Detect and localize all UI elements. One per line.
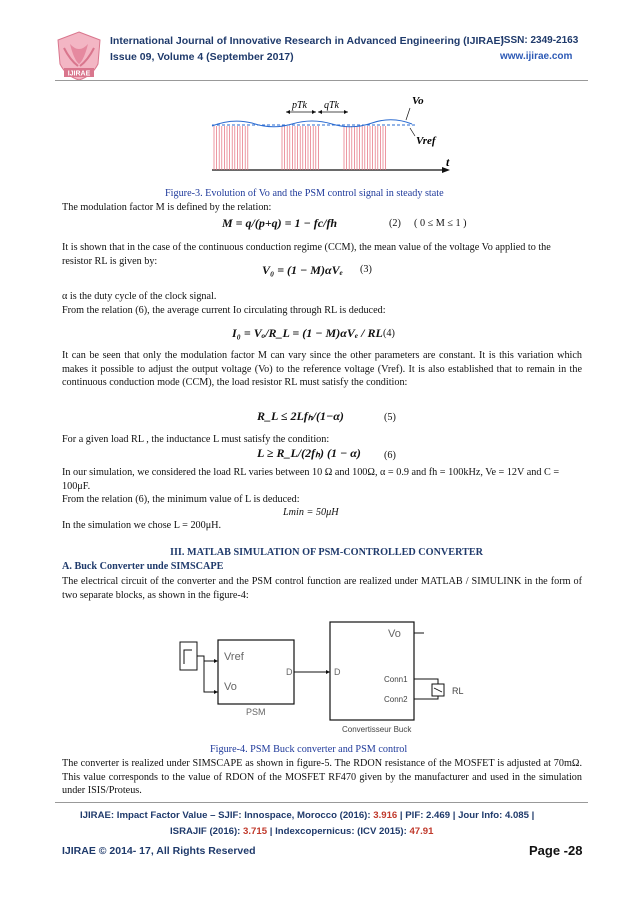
footer-index-line: ISRAJIF (2016): 3.715 | Indexcopernicus: (ICV 2015): 47.91: [170, 826, 434, 837]
load-label: RL: [452, 686, 464, 696]
subsection-heading: A. Buck Converter unde SIMSCAPE: [62, 561, 224, 572]
para-modulation-variation: It can be seen that only the modulation factor M can vary since the other parameters are constant. It is this variation which makes it possible to adjust the output voltage (Vo) to the reference voltage (Vref). It is also established that to remain in the continuous conduction mode (CCM), the load resistor RL must satisfy the condition:: [62, 350, 582, 389]
equation-4: I₀ = Vₒ/R_L = (1 − M)αVₑ / RL: [232, 326, 383, 340]
label-pTk: pTk: [292, 100, 307, 111]
lmin-value: Lmin = 50μH: [283, 507, 339, 518]
figure-4-caption: Figure-4. PSM Buck converter and PSM control: [210, 744, 408, 755]
para-min-l: From the relation (6), the minimum value of L is deduced:: [62, 494, 300, 505]
para-ccm: It is shown that in the case of the continuous conduction regime (CCM), the mean value of the voltage Vo applied to the resistor RL is given by:: [62, 242, 551, 267]
equation-3: V₀ = (1 − M)αVₑ: [262, 263, 343, 277]
psm-port-d: D: [286, 667, 293, 677]
psm-port-vo: Vo: [224, 681, 237, 693]
para-modulation-def: The modulation factor M is defined by the relation:: [62, 202, 272, 213]
equation-5: R_L ≤ 2Lfₕ/(1−α): [257, 409, 344, 423]
header-divider: [55, 80, 588, 81]
buck-port-conn1: Conn1: [384, 675, 408, 684]
para-current: From the relation (6), the average current Io circulating through RL is deduced:: [62, 305, 386, 316]
psm-port-vref: Vref: [224, 651, 244, 663]
psm-block-name: PSM: [246, 707, 266, 717]
para-inductance: For a given load RL , the inductance L must satisfy the condition:: [62, 434, 330, 445]
figure-3-plot: [210, 86, 460, 176]
equation-6: L ≥ R_L/(2fₕ) (1 − α): [257, 446, 361, 460]
equation-5-number: (5): [384, 412, 396, 423]
buck-port-conn2: Conn2: [384, 695, 408, 704]
issn: ISSN: 2349-2163: [501, 35, 579, 46]
footer-impact-line: IJIRAE: Impact Factor Value – SJIF: Innospace, Morocco (2016): 3.916 | PIF: 2.469 | Jour Info: 4.085 |: [80, 810, 535, 821]
buck-block-name: Convertisseur Buck: [342, 725, 412, 734]
equation-2-condition: ( 0 ≤ M ≤ 1 ): [414, 218, 467, 229]
footer-divider: [55, 802, 588, 803]
issue-info: Issue 09, Volume 4 (September 2017): [110, 51, 294, 63]
copyright: IJIRAE © 2014- 17, All Rights Reserved: [62, 845, 256, 857]
page-number: Page -28: [529, 843, 583, 858]
website-link[interactable]: www.ijirae.com: [500, 51, 573, 62]
equation-4-number: (4): [383, 328, 395, 339]
equation-6-number: (6): [384, 450, 396, 461]
label-qTk: qTk: [324, 100, 339, 111]
label-vref: Vref: [416, 135, 436, 147]
buck-port-vo: Vo: [388, 628, 401, 640]
para-figure4-intro: The electrical circuit of the converter and the PSM control function are realized under MATLAB / SIMULINK in the form of two separate blocks, as shown in the figure-4:: [62, 576, 582, 601]
para-duty-cycle: α is the duty cycle of the clock signal.: [62, 291, 217, 302]
equation-2: M = q/(p+q) = 1 − fc/fh: [222, 216, 338, 230]
figure-4-diagram: [170, 618, 480, 744]
figure-3-caption: Figure-3. Evolution of Vo and the PSM control signal in steady state: [165, 188, 444, 199]
buck-port-d: D: [334, 667, 341, 677]
equation-2-number: (2): [389, 218, 401, 229]
section-heading: III. MATLAB SIMULATION OF PSM-CONTROLLED CONVERTER: [170, 547, 484, 558]
para-simulation-params: In our simulation, we considered the load RL varies between 10 Ω and 100Ω, α = 0.9 and fh = 100kHz, Ve = 12V and C = 100μF.: [62, 467, 560, 492]
label-vo: Vo: [412, 95, 424, 107]
svg-text:IJIRAE: IJIRAE: [67, 70, 91, 78]
journal-title: International Journal of Innovative Research in Advanced Engineering (IJIRAE): [110, 35, 505, 47]
equation-3-number: (3): [360, 264, 372, 275]
para-chosen-l: In the simulation we chose L = 200μH.: [62, 520, 222, 531]
label-t: t: [446, 155, 450, 169]
para-simscape: The converter is realized under SIMSCAPE as shown in figure-5. The RDON resistance of the MOSFET is adjusted at 70mΩ. This value corresponds to the value of RDON of the MOSFET RF470 given by the manufacturer and used in the simulation under ISIS/Proteus.: [62, 758, 582, 797]
journal-logo: [56, 30, 102, 82]
